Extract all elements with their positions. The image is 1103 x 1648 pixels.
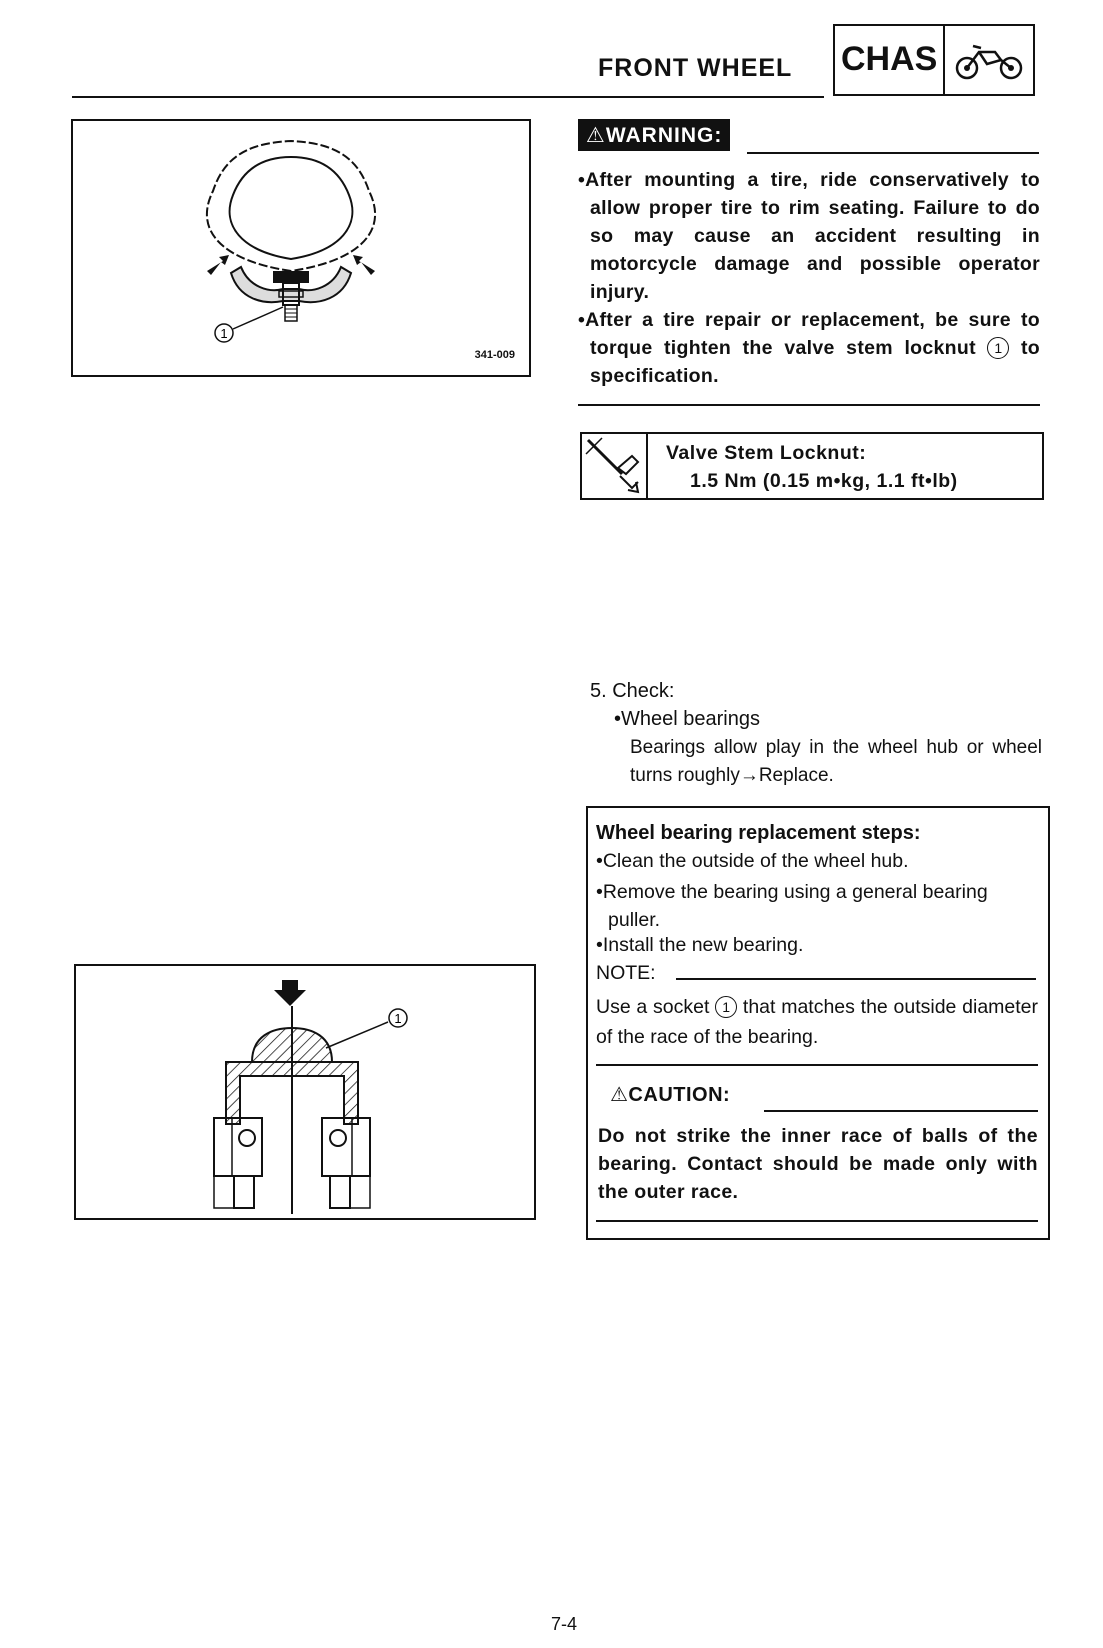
warning-bottom-rule	[578, 404, 1040, 406]
warning-list	[578, 166, 1040, 390]
replacement-title: Wheel bearing replacement steps:	[596, 822, 921, 844]
section-title: FRONT WHEEL	[598, 54, 793, 82]
replacement-step: •Clean the outside of the wheel hub.	[596, 850, 909, 872]
chapter-code: CHAS	[841, 40, 938, 78]
torque-label: Valve Stem Locknut:	[666, 442, 867, 464]
callout-number: 1	[715, 996, 737, 1018]
motorcycle-icon	[951, 40, 1029, 84]
callout-number: 1	[394, 1011, 402, 1026]
replacement-step: •Remove the bearing using a general bearing puller.	[596, 881, 988, 931]
step-description: Bearings allow play in the wheel hub or wheel turns roughly→Replace.	[630, 737, 1042, 786]
step-item: •Wheel bearings	[614, 708, 760, 730]
note-rule	[676, 978, 1036, 980]
torque-value: 1.5 Nm (0.15 m•kg, 1.1 ft•lb)	[690, 470, 958, 492]
tire-valve-figure	[71, 119, 531, 377]
warning-item: •After mounting a tire, ride conservatively to allow proper tire to rim seating. Failure to do so may cause an accident resulting in motorcycle damage and possible operator injury.	[578, 169, 1040, 303]
chapter-badge	[833, 24, 1035, 96]
arrow-down-icon	[274, 980, 306, 1006]
note-text: Use a socket 1 that matches the outside diameter of the race of the bearing.	[596, 996, 1039, 1048]
caution-label: ⚠CAUTION:	[610, 1084, 731, 1106]
bearing-install-figure	[74, 964, 536, 1220]
warning-rule	[747, 152, 1039, 154]
caution-text: Do not strike the inner race of balls of the bearing. Contact should be made only with the outer race.	[598, 1125, 1038, 1203]
tire-valve-diagram	[73, 121, 529, 375]
warning-item: •After a tire repair or replacement, be sure to torque tighten the valve stem locknut 1 to specification.	[578, 309, 1040, 387]
torque-spec-box	[580, 432, 1044, 500]
replacement-step: •Install the new bearing.	[596, 934, 804, 956]
note-bottom-rule	[596, 1064, 1038, 1066]
figure-code: 341-009	[474, 349, 515, 361]
step-heading: 5. Check:	[590, 680, 675, 702]
chapter-badge-divider	[943, 26, 945, 94]
callout-number: 1	[987, 337, 1009, 359]
callout-number: 1	[220, 326, 228, 341]
torque-wrench-icon	[582, 434, 644, 498]
arrow-right-icon	[353, 255, 375, 275]
bearing-install-diagram	[76, 966, 534, 1218]
torque-wrench-cell	[582, 434, 648, 498]
header-rule	[72, 96, 824, 98]
caution-bottom-rule	[596, 1220, 1038, 1222]
warning-badge: ⚠WARNING:	[578, 119, 730, 151]
caution-rule	[764, 1110, 1038, 1112]
note-label: NOTE:	[596, 962, 656, 984]
arrow-left-icon	[207, 255, 229, 275]
page-number: 7-4	[551, 1614, 578, 1634]
